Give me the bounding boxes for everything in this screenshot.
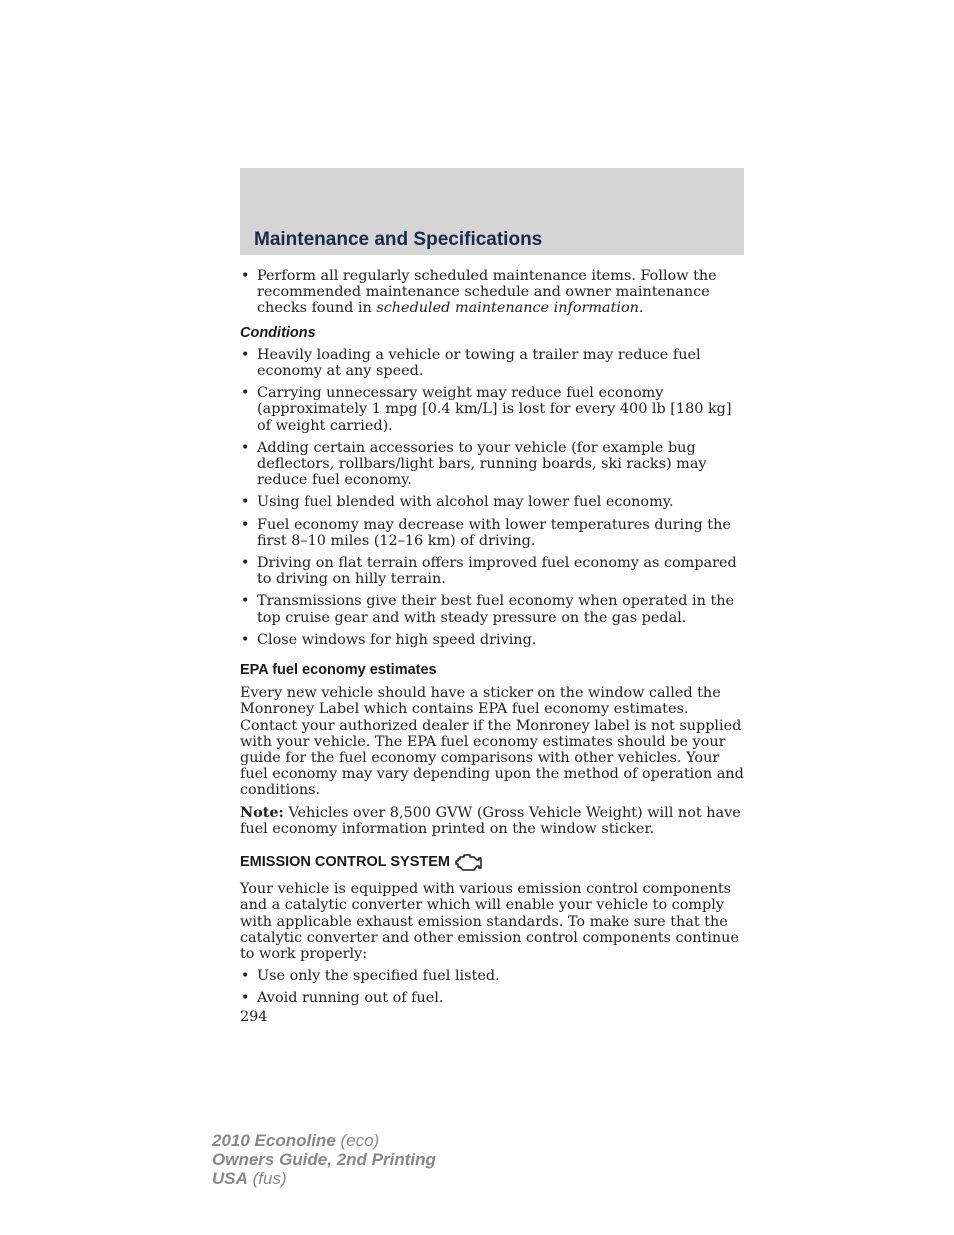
section-title: Maintenance and Specifications bbox=[254, 229, 543, 250]
emission-heading-text: EMISSION CONTROL SYSTEM bbox=[240, 853, 451, 870]
emission-paragraph: Your vehicle is equipped with various emission control components and a catalytic converter which will enable your vehicle to comply with applicable exhaust emission standards. To make sure that the catalytic converter and other emission control components continue to work properly: bbox=[240, 881, 739, 962]
conditions-bullet: • Fuel economy may decrease with lower temperatures during the first 8–10 miles (12–16 km) of driving. bbox=[240, 517, 746, 549]
footer-market: USA bbox=[212, 1169, 248, 1188]
footer-market-code: (fus) bbox=[247, 1169, 287, 1188]
page-number: 294 bbox=[240, 1008, 268, 1025]
note-text: Vehicles over 8,500 GVW (Gross Vehicle Weight) will not have fuel economy information printed on the window sticker. bbox=[240, 804, 741, 837]
engine-icon bbox=[454, 851, 484, 873]
footer-model-code: (eco) bbox=[335, 1131, 380, 1150]
document-footer bbox=[212, 1131, 436, 1188]
conditions-bullet: • Close windows for high speed driving. bbox=[240, 632, 746, 648]
epa-paragraph: Every new vehicle should have a sticker on the window called the Monroney Label which contains EPA fuel economy estimates. Contact your authorized dealer if the Monroney label is not supplied with your vehicle. The EPA fuel economy estimates should be your guide for the fuel economy comparisons with other vehicles. Your fuel economy may vary depending upon the method of operation and conditions. bbox=[240, 685, 744, 799]
conditions-bullet: • Adding certain accessories to your vehicle (for example bug deflectors, rollbars/light bars, running boards, ski racks) may reduce fuel economy. bbox=[240, 440, 746, 489]
section-header-band bbox=[240, 168, 744, 255]
page-content bbox=[240, 268, 746, 1025]
footer-line-3 bbox=[212, 1169, 436, 1188]
intro-bullet-end: . bbox=[638, 300, 644, 317]
footer-line-1 bbox=[212, 1131, 436, 1150]
intro-bullet bbox=[240, 268, 746, 317]
conditions-bullet: • Heavily loading a vehicle or towing a trailer may reduce fuel economy at any speed. bbox=[240, 347, 746, 379]
conditions-bullet: • Driving on flat terrain offers improved fuel economy as compared to driving on hilly terrain. bbox=[240, 555, 746, 587]
epa-note bbox=[240, 805, 746, 837]
conditions-bullet: • Using fuel blended with alcohol may lower fuel economy. bbox=[240, 494, 746, 510]
conditions-heading: Conditions bbox=[240, 324, 316, 341]
emission-heading bbox=[240, 851, 746, 873]
footer-model: 2010 Econoline bbox=[212, 1131, 336, 1150]
cross-reference: scheduled maintenance information bbox=[376, 300, 639, 317]
emission-bullet: • Avoid running out of fuel. bbox=[240, 990, 746, 1006]
conditions-bullet: • Transmissions give their best fuel economy when operated in the top cruise gear and with steady pressure on the gas pedal. bbox=[240, 593, 746, 625]
emission-bullet: • Use only the specified fuel listed. bbox=[240, 968, 746, 984]
conditions-bullet: • Carrying unnecessary weight may reduce fuel economy (approximately 1 mpg [0.4 km/L] is lost for every 400 lb [180 kg] of weight carried). bbox=[240, 385, 746, 434]
intro-bullet-text: Perform all regularly scheduled maintenance items. Follow the recommended maintenance schedule and owner maintenance checks found in bbox=[257, 268, 717, 317]
note-label: Note: bbox=[240, 803, 284, 821]
footer-line-2: Owners Guide, 2nd Printing bbox=[212, 1150, 436, 1169]
epa-heading: EPA fuel economy estimates bbox=[240, 662, 437, 679]
